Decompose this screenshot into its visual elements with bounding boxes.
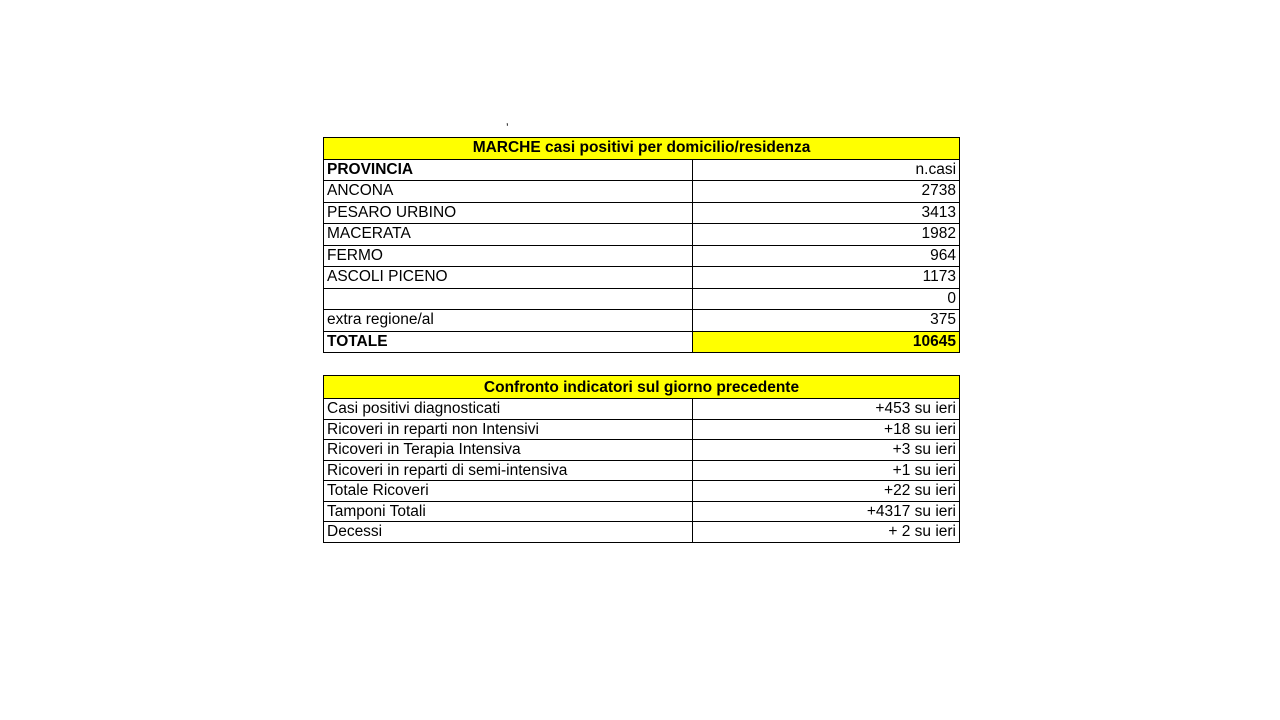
- indicator-value: +22 su ieri: [693, 481, 960, 502]
- table-row: [324, 501, 960, 522]
- table-row: [324, 245, 960, 267]
- table1-header-row: [324, 159, 960, 181]
- table-row: [324, 288, 960, 310]
- indicator-label: Ricoveri in reparti non Intensivi: [324, 419, 693, 440]
- cases-by-province-table: [323, 137, 960, 353]
- indicator-value: +453 su ieri: [693, 399, 960, 420]
- province-value: 1173: [693, 267, 960, 289]
- province-label: [324, 288, 693, 310]
- table-row: [324, 202, 960, 224]
- indicator-value: +18 su ieri: [693, 419, 960, 440]
- province-label: PESARO URBINO: [324, 202, 693, 224]
- province-label: MACERATA: [324, 224, 693, 246]
- stray-mark: ʼ: [506, 121, 509, 135]
- indicator-value: +3 su ieri: [693, 440, 960, 461]
- total-label: TOTALE: [324, 331, 693, 353]
- table-row: [324, 181, 960, 203]
- province-label: FERMO: [324, 245, 693, 267]
- province-value: 375: [693, 310, 960, 332]
- indicator-label: Decessi: [324, 522, 693, 543]
- table-row: [324, 440, 960, 461]
- daily-comparison-table: [323, 375, 960, 543]
- indicator-label: Totale Ricoveri: [324, 481, 693, 502]
- province-label: ASCOLI PICENO: [324, 267, 693, 289]
- province-value: 964: [693, 245, 960, 267]
- header-provincia: PROVINCIA: [324, 159, 693, 181]
- table-row: [324, 522, 960, 543]
- table-row: [324, 460, 960, 481]
- table-row: [324, 267, 960, 289]
- indicator-label: Ricoveri in Terapia Intensiva: [324, 440, 693, 461]
- header-n-casi: n.casi: [693, 159, 960, 181]
- province-label: extra regione/al: [324, 310, 693, 332]
- table2-title: Confronto indicatori sul giorno precedente: [324, 376, 960, 399]
- province-label: ANCONA: [324, 181, 693, 203]
- total-value: 10645: [693, 331, 960, 353]
- indicator-value: +4317 su ieri: [693, 501, 960, 522]
- indicator-label: Casi positivi diagnosticati: [324, 399, 693, 420]
- province-value: 1982: [693, 224, 960, 246]
- indicator-label: Tamponi Totali: [324, 501, 693, 522]
- indicator-value: + 2 su ieri: [693, 522, 960, 543]
- table-row: [324, 310, 960, 332]
- province-value: 0: [693, 288, 960, 310]
- table-row: [324, 419, 960, 440]
- province-value: 3413: [693, 202, 960, 224]
- table-row: [324, 399, 960, 420]
- table-row: [324, 481, 960, 502]
- indicator-label: Ricoveri in reparti di semi-intensiva: [324, 460, 693, 481]
- province-value: 2738: [693, 181, 960, 203]
- indicator-value: +1 su ieri: [693, 460, 960, 481]
- table-row: [324, 224, 960, 246]
- table1-title: MARCHE casi positivi per domicilio/residenza: [324, 138, 960, 160]
- total-row: [324, 331, 960, 353]
